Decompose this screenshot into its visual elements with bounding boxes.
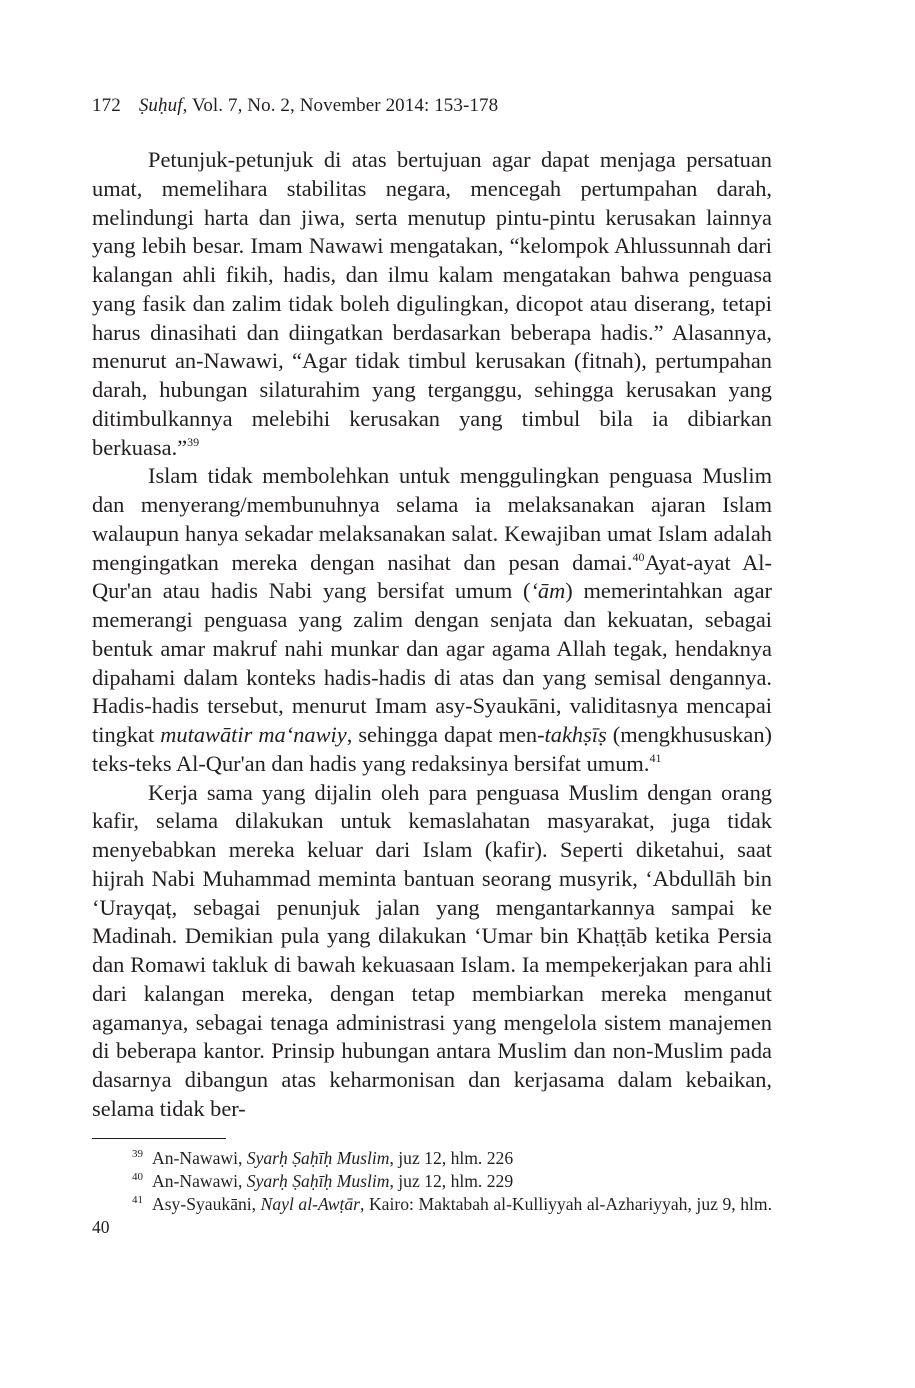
footnote-number: 40: [132, 1170, 143, 1183]
footnote-ref-39[interactable]: 39: [187, 434, 200, 449]
paragraph-2-text-c: ) memerintahkan agar memerangi penguasa yang zalim dengan senjata dan kekuatan, sebagai bentuk amar makruf nahi munkar dan agar agama Allah tegak, hendaknya dipahami dalam konteks hadis-hadis di atas dan yang semisal dengannya. Hadis-hadis tersebut, menurut Imam asy-Syaukāni, validitasnya mencapai tingkat: [92, 578, 772, 747]
footnote-detail: , Kairo: Maktabah al-Kulliyyah al-Azhariyyah, juz 9, hlm. 40: [92, 1193, 772, 1237]
footnote-ref-41[interactable]: 41: [649, 750, 662, 765]
term-takhsis: takhṣīṣ: [544, 722, 607, 747]
paragraph-2: [92, 462, 772, 778]
footnote-title: Syarḥ Ṣaḥīḥ Muslim: [246, 1147, 390, 1168]
page-number: 172: [92, 95, 121, 116]
footnote-detail: , juz 12, hlm. 226: [389, 1147, 514, 1168]
footnote-41: [92, 1193, 772, 1239]
footnote-title: Syarḥ Ṣaḥīḥ Muslim: [246, 1170, 390, 1191]
paragraph-1: [92, 146, 772, 462]
footnote-divider: [92, 1138, 226, 1139]
journal-page: [92, 94, 772, 1239]
footnote-author: Asy-Syaukāni,: [152, 1193, 261, 1214]
term-am: ‘ām: [530, 578, 566, 604]
footnote-number: 39: [132, 1147, 143, 1160]
paragraph-2-text-a: Islam tidak membolehkan untuk menggulingkan penguasa Muslim dan menyerang/membunuhnya selama ia melaksanakan ajaran Islam walaupun hanya sekadar melaksanakan salat. Kewajiban umat Islam adalah mengingatkan mereka dengan nasihat dan pesan damai.: [92, 463, 772, 575]
footnote-39: [92, 1147, 772, 1170]
journal-issue: , Vol. 7, No. 2, November 2014: 153-178: [182, 95, 499, 116]
body-text: [92, 146, 772, 1124]
paragraph-1-text: Petunjuk-petunjuk di atas bertujuan agar dapat menjaga persatuan umat, memelihara stabilitas negara, mencegah pertumpahan darah, melindungi harta dan jiwa, serta menutup pintu-pintu kerusakan lainnya yang lebih besar. Imam Nawawi mengatakan, “kelompok Ahlussunnah dari kalangan ahli fikih, hadis, dan ilmu kalam mengatakan bahwa penguasa yang fasik dan zalim tidak boleh digulingkan, dicopot atau diserang, tetapi harus dinasihati dan diingatkan berdasarkan beberapa hadis.” Alasannya, menurut an-Nawawi, “Agar tidak timbul kerusakan (fitnah), pertumpahan darah, hubungan silaturahim yang terganggu, sehingga kerusakan yang ditimbulkannya melebihi kerusakan yang timbul bila ia dibiarkan berkuasa.”: [92, 147, 772, 460]
running-head: [92, 94, 772, 118]
footnote-40: [92, 1170, 772, 1193]
footnote-title: Nayl al-Awṭār: [260, 1193, 361, 1214]
term-mutawatir: mutawātir ma‘nawiy: [160, 722, 347, 747]
footnote-detail: , juz 12, hlm. 229: [389, 1170, 514, 1191]
paragraph-2-text-e: (mengkhususkan) teks-teks Al-Qur'an dan hadis yang redaksinya bersifat umum.: [92, 722, 772, 776]
footnote-ref-40[interactable]: 40: [632, 549, 645, 564]
paragraph-2-text-b: Ayat-ayat Al-Qur'an atau hadis Nabi yang bersifat umum (: [92, 549, 772, 604]
journal-title: Ṣuḥuf: [138, 95, 183, 116]
paragraph-3-text: Kerja sama yang dijalin oleh para penguasa Muslim dengan orang kafir, selama dilakukan untuk kemaslahatan masyarakat, juga tidak menyebabkan mereka keluar dari Islam (kafir). Seperti diketahui, saat hijrah Nabi Muhammad meminta bantuan seorang musyrik, ‘Abdullāh bin ‘Urayqaṭ, sebagai penunjuk jalan yang mengantarkannya sampai ke Madinah. Demikian pula yang dilakukan ‘Umar bin Khaṭṭāb ketika Persia dan Romawi takluk di bawah kekuasaan Islam. Ia mempekerjakan para ahli dari kalangan mereka, dengan tetap membiarkan mereka menganut agamanya, sebagai tenaga administrasi yang mengelola sistem manajemen di beberapa kantor. Prinsip hubungan antara Muslim dan non-Muslim pada dasarnya dibangun atas keharmonisan dan kerjasama dalam kebaikan, selama tidak ber-: [92, 779, 772, 1121]
paragraph-2-text-d: , sehingga dapat men-: [346, 722, 545, 747]
footnote-author: An-Nawawi,: [152, 1147, 247, 1168]
paragraph-3: [92, 779, 772, 1124]
footnotes: [92, 1147, 772, 1239]
footnote-author: An-Nawawi,: [152, 1170, 247, 1191]
footnote-number: 41: [132, 1193, 143, 1206]
